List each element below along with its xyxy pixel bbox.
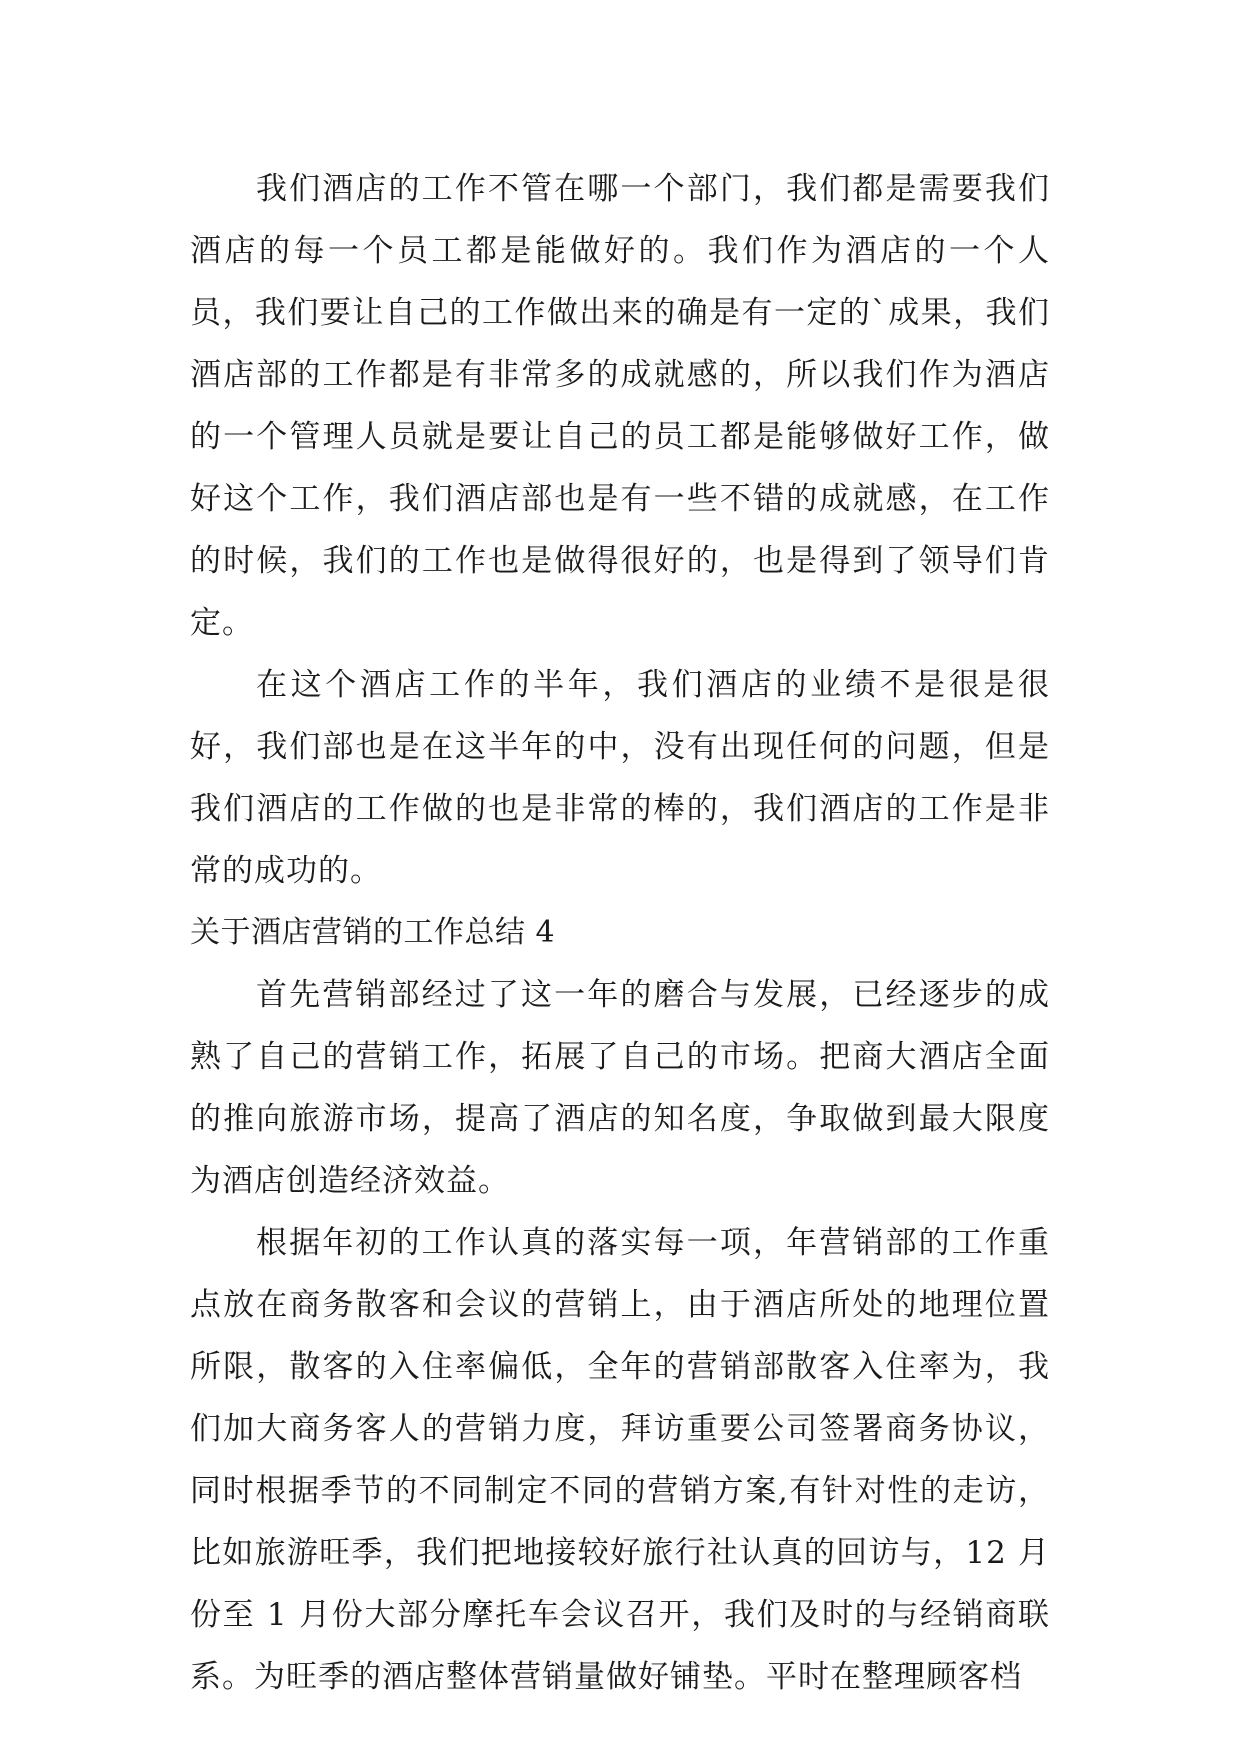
paragraph: 我们酒店的工作不管在哪一个部门，我们都是需要我们酒店的每一个员工都是能做好的。我们作为酒店的一个人员，我们要让自己的工作做出来的确是有一定的`成果，我们酒店部的工作都是有非常多的成就感的，所以我们作为酒店的一个管理人员就是要让自己的员工都是能够做好工作，做好这个工作，我们酒店部也是有一些不错的成就感，在工作的时候，我们的工作也是做得很好的，也是得到了领导们肯定。: [190, 171, 1050, 641]
document-body: [190, 158, 1050, 1708]
section-heading: 关于酒店营销的工作总结 4: [190, 915, 556, 950]
paragraph: 首先营销部经过了这一年的磨合与发展，已经逐步的成熟了自己的营销工作，拓展了自己的市场。把商大酒店全面的推向旅游市场，提高了酒店的知名度，争取做到最大限度为酒店创造经济效益。: [190, 977, 1050, 1199]
paragraph: 根据年初的工作认真的落实每一项，年营销部的工作重点放在商务散客和会议的营销上，由于酒店所处的地理位置所限，散客的入住率偏低，全年的营销部散客入住率为，我们加大商务客人的营销力度，拜访重要公司签署商务协议，同时根据季节的不同制定不同的营销方案,有针对性的走访，比如旅游旺季，我们把地接较好旅行社认真的回访与，12 月份至 1 月份大部分摩托车会议召开，我们及时的与经销商联系。为旺季的酒店整体营销量做好铺垫。平时在整理顾客档: [190, 1225, 1050, 1695]
paragraph: 在这个酒店工作的半年，我们酒店的业绩不是很是很好，我们部也是在这半年的中，没有出现任何的问题，但是我们酒店的工作做的也是非常的棒的，我们酒店的工作是非常的成功的。: [190, 667, 1050, 889]
